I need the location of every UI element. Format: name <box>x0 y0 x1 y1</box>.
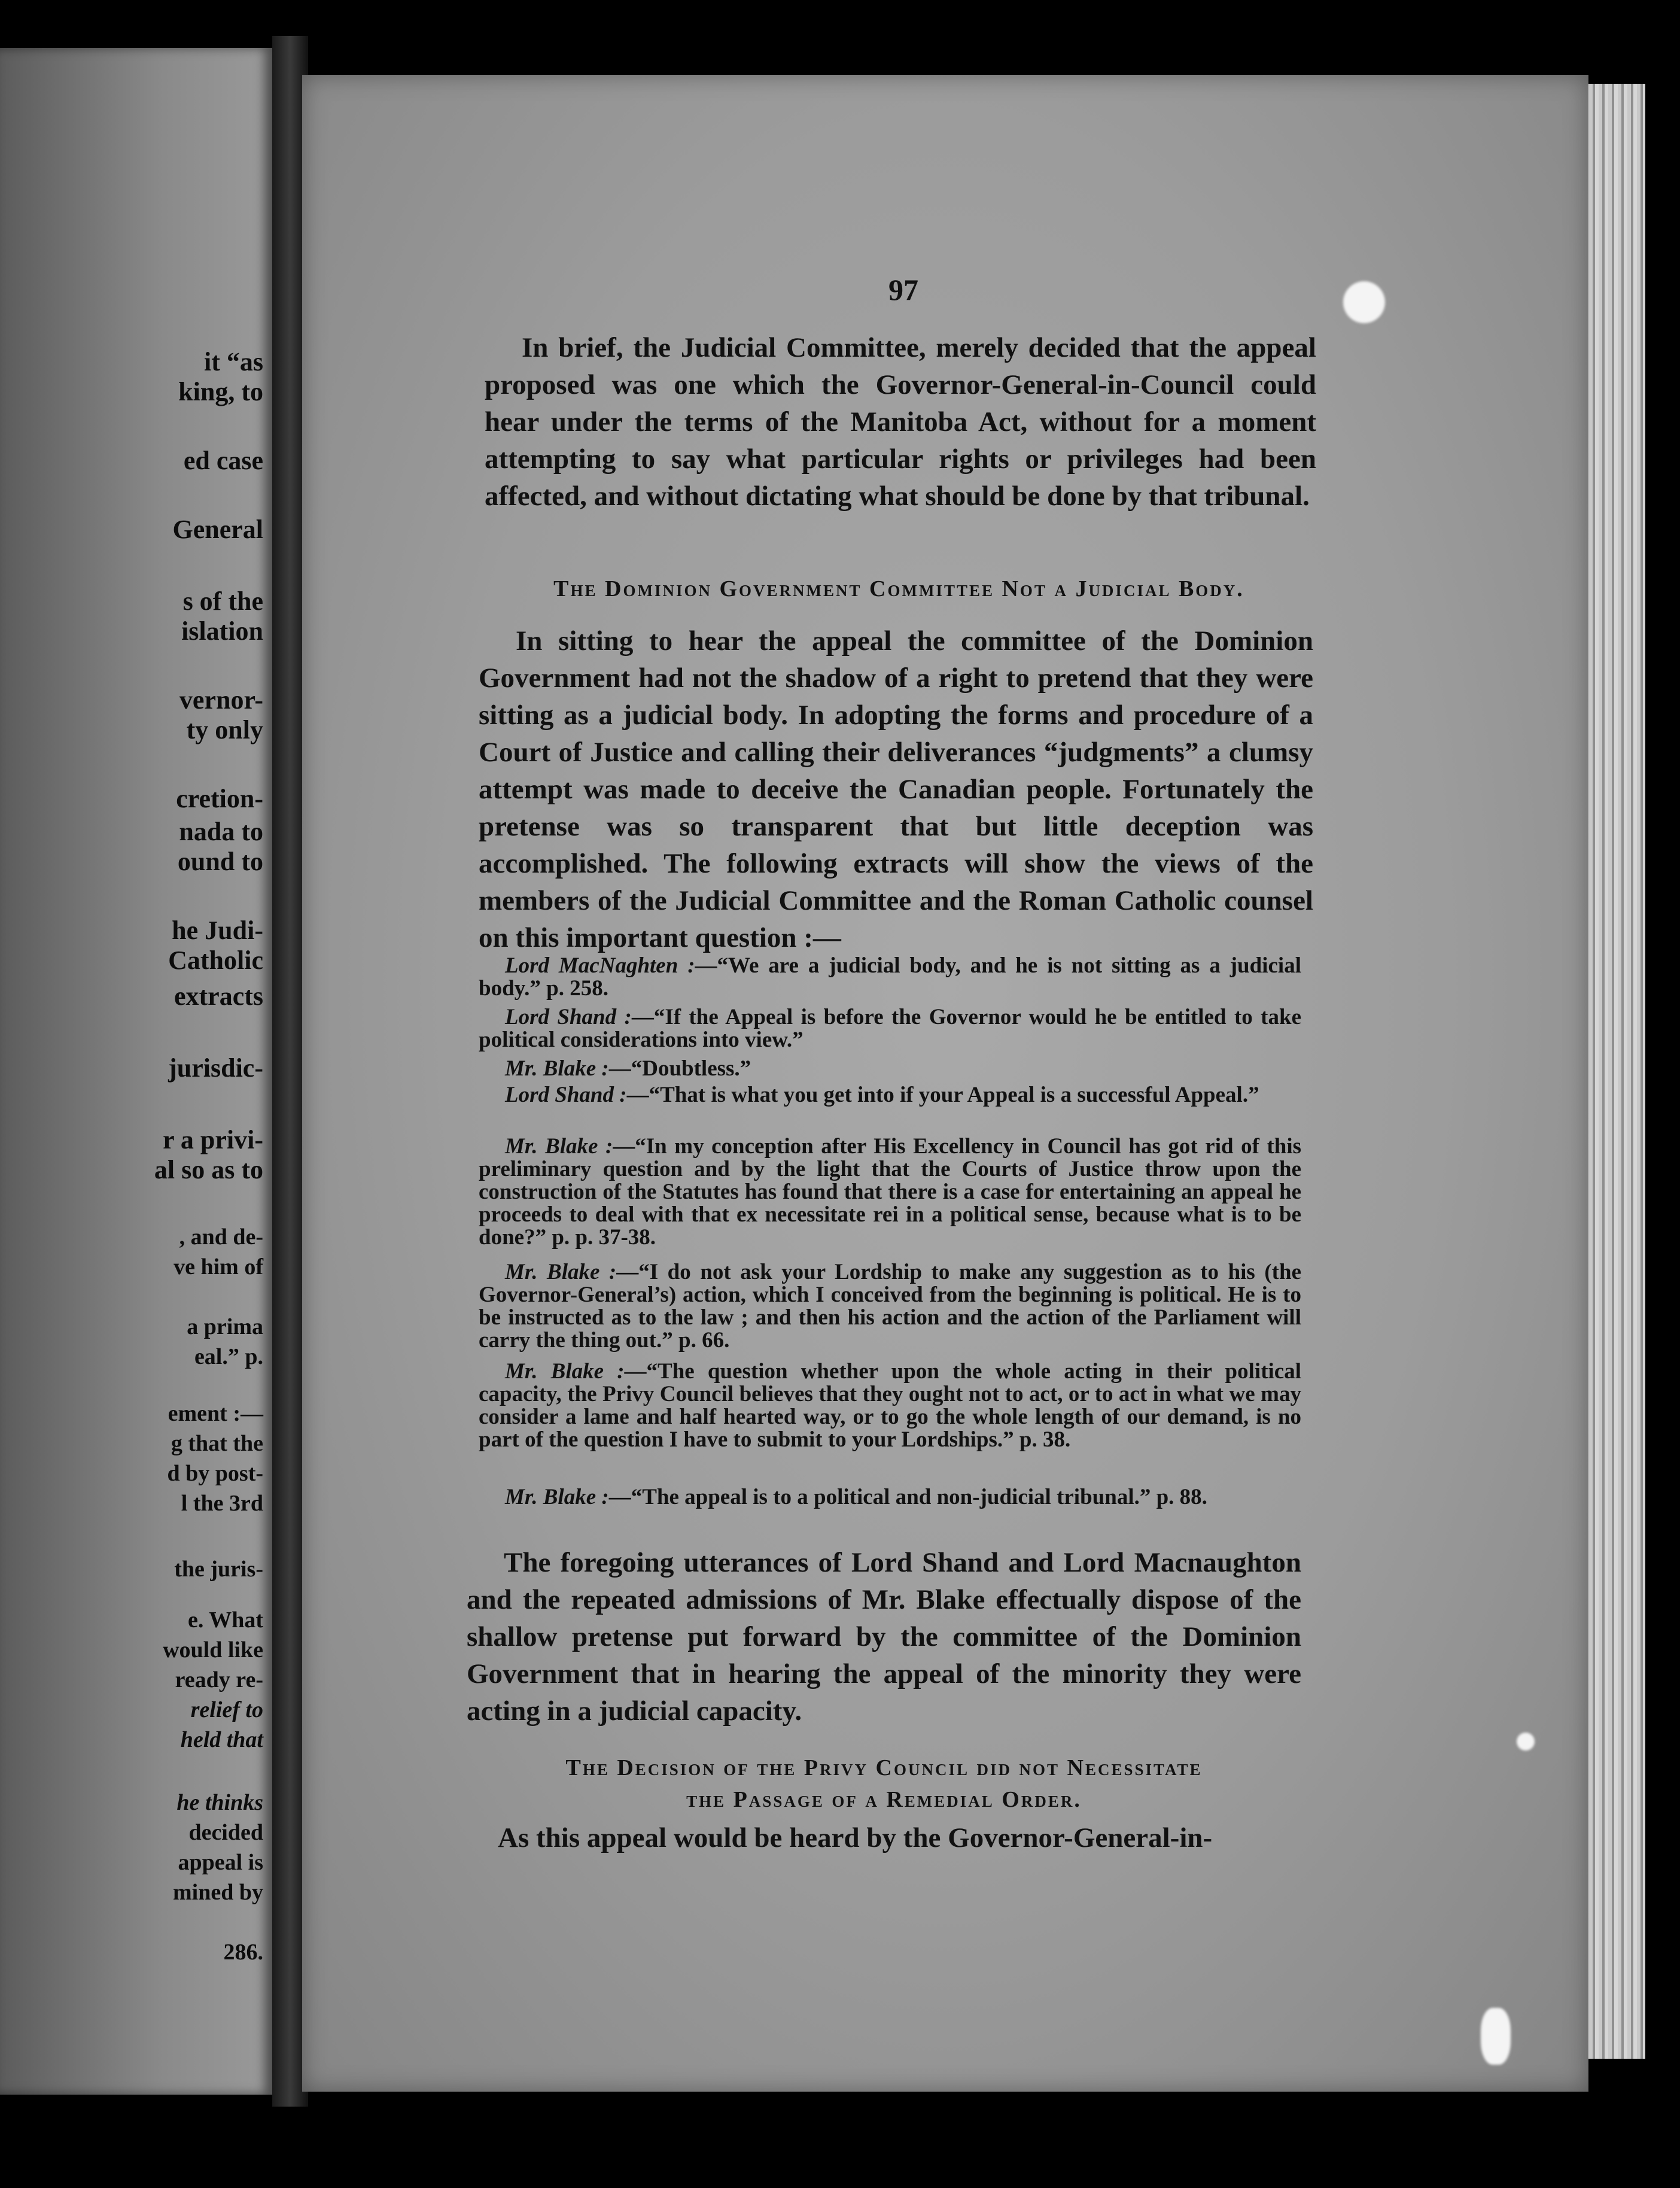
left-page-fragment: mined by <box>173 1880 263 1905</box>
quote-speaker: Mr. Blake : <box>505 1260 617 1284</box>
left-page-fragment: l the 3rd <box>181 1491 263 1516</box>
quote-text: —“If the Appeal is before the Governor would he be entitled to take political considerations into view.” <box>479 1005 1301 1052</box>
left-page-fragment: king, to <box>178 377 263 406</box>
heading-text: the Passage of a Remedial Order. <box>686 1787 1082 1812</box>
paragraph-in-sitting: In sitting to hear the appeal the committee of the Dominion Government had not the shadow of a right to pretend that they were sitting as a judicial body. In adopting the forms and procedure of a Court of Justice and calling their deliverances “judgments” a clumsy attempt was made to deceive the Canadian people. Fortunately the pretense was so transparent that but little deception was accomplished. The following extracts will show the views of the members of the Judicial Committee and the Roman Catholic counsel on this important question :— <box>479 625 1313 953</box>
quote-text: —“Doubtless.” <box>608 1056 751 1081</box>
left-page-fragment: jurisdic- <box>168 1053 263 1083</box>
quote-entry <box>479 955 1301 1000</box>
quote-speaker: Lord MacNaghten : <box>505 953 695 978</box>
left-page-fragment: the juris- <box>174 1557 263 1582</box>
left-page-fragment: islation <box>181 616 263 646</box>
quote-entry <box>479 1084 1301 1107</box>
paragraph-foregoing: The foregoing utterances of Lord Shand and Lord Macnaughton and the repeated admissions of Mr. Blake effectually dispose of the shallow pretense put forward by the committee of the Dominion Government that in hearing the appeal of the minority they were acting in a judicial capacity. <box>467 1547 1301 1727</box>
left-page-fragment: cretion- <box>176 784 263 813</box>
left-page-fragment: ty only <box>186 715 263 744</box>
left-page-fragment: ement :— <box>168 1401 263 1426</box>
quote-entry <box>479 1486 1301 1509</box>
left-page-fragment: ve him of <box>174 1254 263 1280</box>
quote-entry <box>479 1057 1301 1080</box>
section-heading-not-judicial <box>482 572 1316 606</box>
quote-speaker: Lord Shand : <box>505 1005 632 1029</box>
left-page-fragment: s of the <box>182 586 263 616</box>
quote-text: —“We are a judicial body, and he is not sitting as a judicial body.” p. 258. <box>479 953 1301 1001</box>
left-page-fragment: g that the <box>171 1431 263 1456</box>
left-page-fragment: eal.” p. <box>194 1344 263 1369</box>
left-page-fragment: r a privi- <box>163 1125 263 1154</box>
left-page-fragment: would like <box>163 1637 263 1663</box>
left-page-fragment: Catholic <box>168 946 263 975</box>
quote-entry <box>479 1360 1301 1451</box>
left-page-fragment: ound to <box>177 847 263 876</box>
left-page-fragment: a prima <box>187 1314 263 1339</box>
left-page-fragment: extracts <box>174 981 263 1011</box>
section-heading-privy-council-line-2 <box>467 1782 1301 1817</box>
left-page-fragment: he Judi- <box>172 916 263 945</box>
left-page-fragment: decided <box>188 1820 263 1845</box>
left-page-fragment: ready re- <box>175 1667 263 1692</box>
left-page-fragment: held that <box>180 1727 263 1752</box>
heading-text: The Decision of the Privy Council did not Necessitate <box>565 1755 1203 1780</box>
section-heading-privy-council-line-1 <box>467 1751 1301 1785</box>
paper-speck <box>1343 281 1385 323</box>
page-edges <box>1579 84 1645 2059</box>
quote-text: —“In my conception after His Excellency in Council has got rid of this preliminary question and by the light that the Courts of Justice throw upon the construction of the Statutes has found that there is a case for entertaining an appeal he proceeds to deal with that ex necessitate rei in a political sense, because what is to be done?” p. p. 37-38. <box>479 1134 1302 1250</box>
left-page-fragment: he thinks <box>176 1790 263 1815</box>
quote-entry <box>479 1261 1301 1352</box>
quote-speaker: Lord Shand : <box>505 1083 627 1107</box>
quote-entry <box>479 1135 1301 1249</box>
paragraph-as-this-appeal: As this appeal would be heard by the Governor-General-in- <box>498 1822 1213 1853</box>
left-page-fragment: relief to <box>190 1697 263 1722</box>
page-number: 97 <box>888 273 918 306</box>
quote-text: —“I do not ask your Lordship to make any suggestion as to his (the Governor-General’s) action, which I conceived from the beginning is political. He is to be instructed as to the law ; and then his action and the action of the Parliament will carry the thing out.” p. 66. <box>479 1260 1301 1353</box>
quote-speaker: Mr. Blake : <box>505 1056 609 1081</box>
left-page-fragment: appeal is <box>178 1850 263 1875</box>
quote-speaker: Mr. Blake : <box>505 1134 613 1159</box>
left-page-fragment: 286. <box>223 1940 263 1965</box>
heading-text: The Dominion Government Committee Not a Judicial Body. <box>553 576 1244 601</box>
left-page-fragment: ed case <box>183 446 263 475</box>
facing-page-left <box>0 48 272 2095</box>
quote-speaker: Mr. Blake : <box>505 1485 609 1509</box>
quote-entry <box>479 1006 1301 1052</box>
left-page-fragment: al so as to <box>154 1155 263 1184</box>
quote-text: —“That is what you get into if your Appeal is a successful Appeal.” <box>626 1083 1259 1107</box>
left-page-fragment: General <box>172 515 263 544</box>
paper-speck <box>1517 1733 1535 1751</box>
paper-speck <box>1481 2008 1511 2065</box>
quote-speaker: Mr. Blake : <box>505 1359 625 1384</box>
left-page-fragment: d by post- <box>167 1461 263 1486</box>
left-page-fragment: e. What <box>188 1607 263 1633</box>
left-page-fragment: it “as <box>204 347 263 376</box>
left-page-fragment: nada to <box>179 817 263 846</box>
paragraph-in-brief: In brief, the Judicial Committee, merely decided that the appeal proposed was one which the Governor-General-in-Council could hear under the terms of the Manitoba Act, without for a moment attempting to say what particular rights or privileges had been affected, and without dictating what should be done by that tribunal. <box>485 332 1316 512</box>
left-page-fragment: , and de- <box>179 1224 263 1250</box>
quote-text: —“The appeal is to a political and non-judicial tribunal.” p. 88. <box>608 1485 1207 1509</box>
quote-text: —“The question whether upon the whole acting in their political capacity, the Privy Council believes that they ought not to act, or to act in what we may consider a lame and half hearted way, or to go the whole length of our demand, is no part of the question I have to submit to your Lordships.” p. 38. <box>479 1359 1301 1452</box>
left-page-fragment: vernor- <box>179 685 263 715</box>
